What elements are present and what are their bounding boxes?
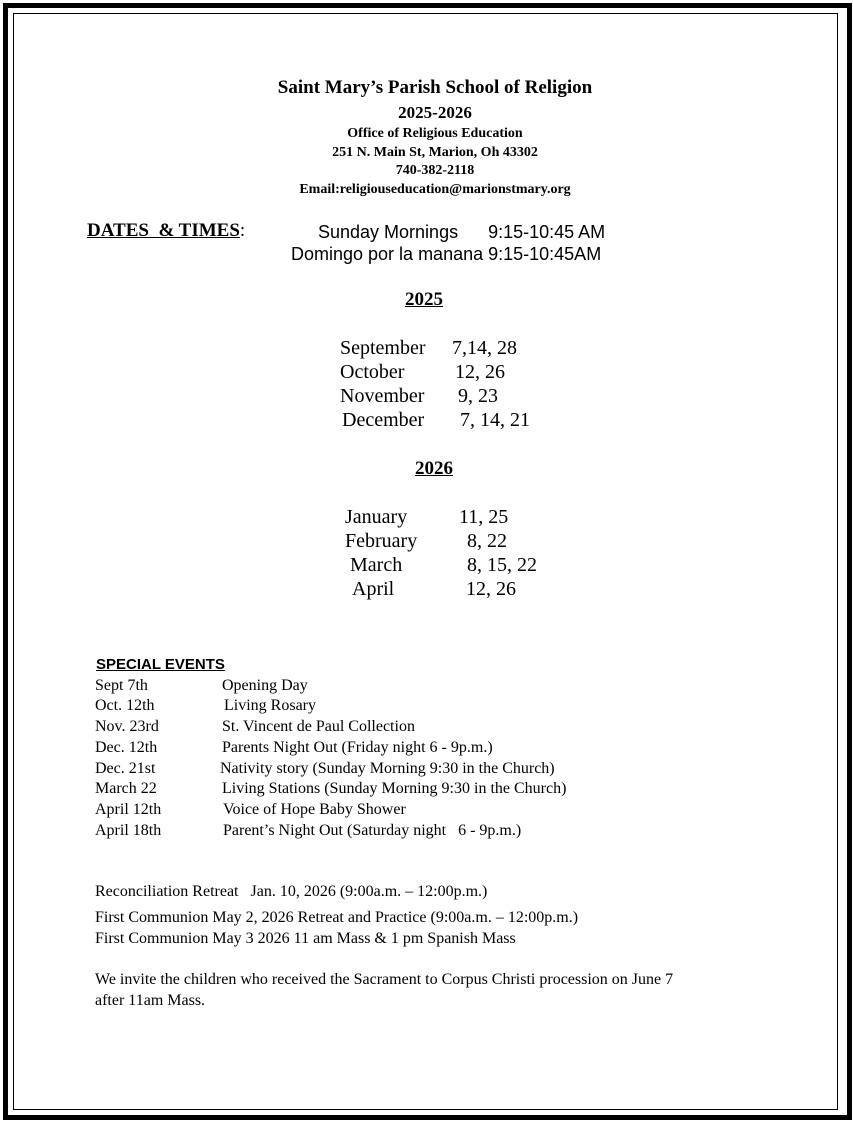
month-name: September xyxy=(340,337,426,359)
sunday-time-spanish: Domingo por la manana 9:15-10:45AM xyxy=(291,244,602,264)
dates-times-colon: : xyxy=(239,220,246,241)
event-date: Dec. 21st xyxy=(95,760,156,777)
event-description: Parent’s Night Out (Saturday night 6 - 9p.m.) xyxy=(223,822,522,839)
office-email: Email:religiouseducation@marionstmary.org xyxy=(299,182,571,197)
first-communion-mass: First Communion May 3 2026 11 am Mass & 1 pm Spanish Mass xyxy=(95,930,516,947)
first-communion-retreat: First Communion May 2, 2026 Retreat and Practice (9:00a.m. – 12:00p.m.) xyxy=(95,909,579,926)
event-description: Living Stations (Sunday Morning 9:30 in the Church) xyxy=(222,780,567,797)
event-description: Nativity story (Sunday Morning 9:30 in the Church) xyxy=(220,760,555,777)
dates-times-label xyxy=(87,220,245,242)
special-events-heading: SPECIAL EVENTS xyxy=(96,656,225,673)
dates-times-heading: DATES & TIMES xyxy=(87,220,240,241)
month-name: March xyxy=(350,554,403,576)
event-description: Parents Night Out (Friday night 6 - 9p.m.) xyxy=(222,739,493,756)
event-description: St. Vincent de Paul Collection xyxy=(222,718,415,735)
sunday-time-english: Sunday Mornings 9:15-10:45 AM xyxy=(318,222,606,242)
month-name: April xyxy=(352,578,395,600)
month-name: November xyxy=(340,385,425,407)
year-heading-2026: 2026 xyxy=(415,458,453,479)
month-days: 11, 25 xyxy=(459,506,509,528)
event-description: Opening Day xyxy=(222,677,308,694)
event-date: Oct. 12th xyxy=(95,697,155,714)
month-days: 7,14, 28 xyxy=(452,337,517,359)
school-title: Saint Mary’s Parish School of Religion xyxy=(277,77,593,98)
month-days: 12, 26 xyxy=(455,361,505,383)
month-days: 7, 14, 21 xyxy=(460,409,530,431)
month-name: December xyxy=(342,409,425,431)
month-days: 8, 15, 22 xyxy=(467,554,537,576)
month-days: 9, 23 xyxy=(458,385,498,407)
event-date: March 22 xyxy=(95,780,157,797)
event-date: April 18th xyxy=(95,822,162,839)
office-address: 251 N. Main St, Marion, Oh 43302 xyxy=(332,145,538,160)
office-phone: 740-382-2118 xyxy=(395,163,475,178)
school-year: 2025-2026 xyxy=(398,103,472,122)
reconciliation-retreat: Reconciliation Retreat Jan. 10, 2026 (9:00a.m. – 12:00p.m.) xyxy=(95,883,488,900)
event-date: Dec. 12th xyxy=(95,739,158,756)
office-name: Office of Religious Education xyxy=(347,126,523,141)
month-name: October xyxy=(340,361,405,383)
month-days: 8, 22 xyxy=(467,530,507,552)
event-date: Sept 7th xyxy=(95,677,148,694)
event-date: April 12th xyxy=(95,801,162,818)
corpus-christi-invitation: We invite the children who received the Sacrament to Corpus Christi procession on June 7 xyxy=(95,971,674,988)
event-description: Living Rosary xyxy=(224,697,316,714)
corpus-christi-invitation-cont: after 11am Mass. xyxy=(95,992,206,1009)
month-days: 12, 26 xyxy=(466,578,516,600)
event-description: Voice of Hope Baby Shower xyxy=(223,801,406,818)
year-heading-2025: 2025 xyxy=(405,289,443,310)
month-name: January xyxy=(345,506,408,528)
event-date: Nov. 23rd xyxy=(95,718,159,735)
month-name: February xyxy=(345,530,418,552)
